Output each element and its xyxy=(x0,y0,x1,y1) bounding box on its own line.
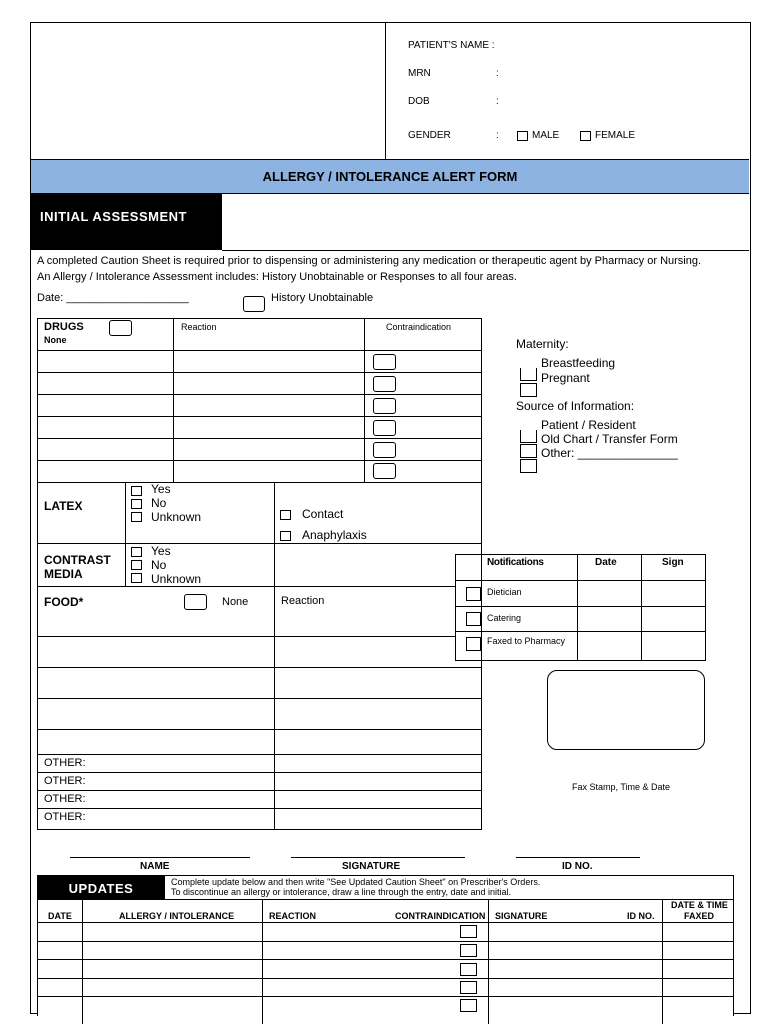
contact-checkbox[interactable] xyxy=(280,510,291,520)
latex-col-2 xyxy=(274,482,275,829)
notification-catering: Catering xyxy=(487,613,522,623)
updates-note-2: To discontinue an allergy or intolerance, draw a line through the entry, date and initial. xyxy=(171,887,512,897)
food-row-5 xyxy=(37,754,481,755)
contraindication-checkbox[interactable] xyxy=(373,398,396,414)
contact-label: Contact xyxy=(302,507,344,521)
updates-col xyxy=(662,899,663,1024)
update-contraindication-checkbox[interactable] xyxy=(460,999,477,1012)
update-contraindication-checkbox[interactable] xyxy=(460,944,477,957)
form-title: ALLERGY / INTOLERANCE ALERT FORM xyxy=(31,159,749,194)
col-signature: SIGNATURE xyxy=(495,911,548,921)
food-row-1 xyxy=(37,636,481,637)
contrast-label-2: MEDIA xyxy=(44,567,83,581)
contrast-yes-checkbox[interactable] xyxy=(131,547,142,557)
col-allergy: ALLERGY / INTOLERANCE xyxy=(119,911,235,921)
notifications-sign-header: Sign xyxy=(662,557,684,568)
other-label: OTHER: xyxy=(44,757,86,769)
anaphylaxis-checkbox[interactable] xyxy=(280,531,291,541)
update-contraindication-checkbox[interactable] xyxy=(460,963,477,976)
source-other-checkbox[interactable] xyxy=(520,459,537,473)
maternity-label: Maternity: xyxy=(516,337,569,351)
dob-label: DOB xyxy=(408,96,430,107)
source-old-chart-checkbox[interactable] xyxy=(520,444,537,458)
contrast-label-1: CONTRAST xyxy=(44,553,111,567)
catering-checkbox[interactable] xyxy=(466,612,481,626)
notification-faxed: Faxed to Pharmacy xyxy=(487,636,566,646)
latex-no-checkbox[interactable] xyxy=(131,499,142,509)
assessment-bottom-line xyxy=(222,250,749,251)
contraindication-checkbox[interactable] xyxy=(373,420,396,436)
source-other-label: Other: _______________ xyxy=(541,446,678,460)
pregnant-checkbox[interactable] xyxy=(520,383,537,397)
update-contraindication-checkbox[interactable] xyxy=(460,925,477,938)
col-id-no: ID NO. xyxy=(627,911,655,921)
male-label: MALE xyxy=(532,130,560,141)
faxed-checkbox[interactable] xyxy=(466,637,481,651)
contrast-unknown-label: Unknown xyxy=(151,572,202,586)
male-checkbox[interactable] xyxy=(517,131,528,141)
breastfeeding-checkbox[interactable] xyxy=(520,368,537,381)
gender-colon: : xyxy=(496,130,499,141)
latex-label: LATEX xyxy=(44,499,83,513)
notification-dietician: Dietician xyxy=(487,587,522,597)
latex-unknown-label: Unknown xyxy=(151,510,202,524)
food-row-3 xyxy=(37,698,481,699)
contraindication-checkbox[interactable] xyxy=(373,354,396,370)
source-old-chart-label: Old Chart / Transfer Form xyxy=(541,432,678,446)
updates-col xyxy=(262,899,263,1024)
food-row-4 xyxy=(37,729,481,730)
food-label: FOOD* xyxy=(44,595,84,609)
drugs-none-checkbox[interactable] xyxy=(109,320,132,336)
notifications-date-header: Date xyxy=(595,557,617,568)
food-none-label: None xyxy=(222,596,249,608)
dietician-checkbox[interactable] xyxy=(466,587,481,601)
drugs-row-1 xyxy=(37,350,481,351)
other-row-3 xyxy=(37,808,481,809)
food-none-checkbox[interactable] xyxy=(184,594,207,610)
food-row-2 xyxy=(37,667,481,668)
fax-stamp-label: Fax Stamp, Time & Date xyxy=(572,782,671,792)
drugs-col-1 xyxy=(173,318,174,483)
latex-col-1 xyxy=(125,482,126,586)
drugs-col-2 xyxy=(364,318,365,483)
fax-stamp-box xyxy=(547,670,705,750)
date-field[interactable]: Date: ____________________ xyxy=(37,292,189,304)
contrast-no-label: No xyxy=(151,558,167,572)
contrast-yes-label: Yes xyxy=(151,544,171,558)
contraindication-checkbox[interactable] xyxy=(373,442,396,458)
anaphylaxis-label: Anaphylaxis xyxy=(302,528,367,542)
drugs-none-label: None xyxy=(44,335,67,345)
drugs-label: DRUGS xyxy=(44,321,84,333)
notif-col-3 xyxy=(641,554,642,660)
name-line xyxy=(70,857,250,858)
initial-assessment-label: INITIAL ASSESSMENT xyxy=(31,193,222,250)
source-patient-label: Patient / Resident xyxy=(541,418,636,432)
name-label: NAME xyxy=(140,861,170,872)
mrn-colon: : xyxy=(496,68,499,79)
update-contraindication-checkbox[interactable] xyxy=(460,981,477,994)
id-no-label: ID NO. xyxy=(562,861,593,872)
col-faxed-2: FAXED xyxy=(684,911,715,921)
source-label: Source of Information: xyxy=(516,399,635,413)
updates-row xyxy=(37,941,733,942)
col-faxed-1: DATE & TIME xyxy=(671,900,728,910)
pregnant-label: Pregnant xyxy=(541,371,590,385)
other-label: OTHER: xyxy=(44,793,86,805)
latex-no-label: No xyxy=(151,496,167,510)
updates-label: UPDATES xyxy=(37,876,165,899)
contrast-no-checkbox[interactable] xyxy=(131,560,142,570)
latex-food-table xyxy=(37,482,482,830)
source-patient-checkbox[interactable] xyxy=(520,430,537,443)
intro-line-2: An Allergy / Intolerance Assessment includes: History Unobtainable or Responses to all four areas. xyxy=(37,271,517,283)
drugs-row-6 xyxy=(37,460,481,461)
drugs-row-5 xyxy=(37,438,481,439)
notifications-header: Notifications xyxy=(487,557,544,568)
other-label: OTHER: xyxy=(44,775,86,787)
drugs-row-4 xyxy=(37,416,481,417)
notif-row-3 xyxy=(455,631,705,632)
intro-line-1: A completed Caution Sheet is required prior to dispensing or administering any medication or therapeutic agent by Pharmacy or Nursing. xyxy=(37,255,702,267)
latex-unknown-checkbox[interactable] xyxy=(131,512,142,522)
other-row-2 xyxy=(37,790,481,791)
drugs-row-2 xyxy=(37,372,481,373)
signature-label: SIGNATURE xyxy=(342,861,401,872)
latex-yes-checkbox[interactable] xyxy=(131,486,142,496)
other-row-1 xyxy=(37,772,481,773)
latex-yes-label: Yes xyxy=(151,482,171,496)
col-contraindication: CONTRAINDICATION xyxy=(395,911,486,921)
updates-header-bottom xyxy=(37,922,733,923)
patient-name-label: PATIENT'S NAME : xyxy=(408,40,495,51)
female-checkbox[interactable] xyxy=(580,131,591,141)
contraindication-checkbox[interactable] xyxy=(373,463,396,479)
latex-row-2 xyxy=(37,586,481,587)
id-line xyxy=(516,857,640,858)
other-label: OTHER: xyxy=(44,811,86,823)
updates-note-1: Complete update below and then write "See Updated Caution Sheet" on Prescriber's Orders. xyxy=(171,877,541,887)
female-label: FEMALE xyxy=(595,130,636,141)
dob-colon: : xyxy=(496,96,499,107)
notif-row-1 xyxy=(455,580,705,581)
contrast-unknown-checkbox[interactable] xyxy=(131,573,142,583)
history-unobtainable-checkbox[interactable] xyxy=(243,296,265,312)
updates-header-top xyxy=(37,899,733,900)
col-date: DATE xyxy=(48,911,72,921)
food-reaction-header: Reaction xyxy=(281,595,325,607)
col-reaction: REACTION xyxy=(269,911,316,921)
drugs-reaction-header: Reaction xyxy=(181,322,217,332)
gender-label: GENDER xyxy=(408,130,451,141)
updates-row xyxy=(37,978,733,979)
drugs-row-3 xyxy=(37,394,481,395)
history-unobtainable-label: History Unobtainable xyxy=(271,292,374,304)
header-divider xyxy=(385,22,386,159)
notif-row-2 xyxy=(455,606,705,607)
mrn-label: MRN xyxy=(408,68,431,79)
updates-col xyxy=(488,899,489,1024)
latex-row-1 xyxy=(37,543,481,544)
updates-col xyxy=(82,899,83,1024)
signature-line xyxy=(291,857,465,858)
updates-row xyxy=(37,996,733,997)
drugs-contraindication-header: Contraindication xyxy=(386,322,452,332)
contraindication-checkbox[interactable] xyxy=(373,376,396,392)
updates-row xyxy=(37,959,733,960)
notif-col-1 xyxy=(481,554,482,660)
breastfeeding-label: Breastfeeding xyxy=(541,356,616,370)
notif-col-2 xyxy=(577,554,578,660)
